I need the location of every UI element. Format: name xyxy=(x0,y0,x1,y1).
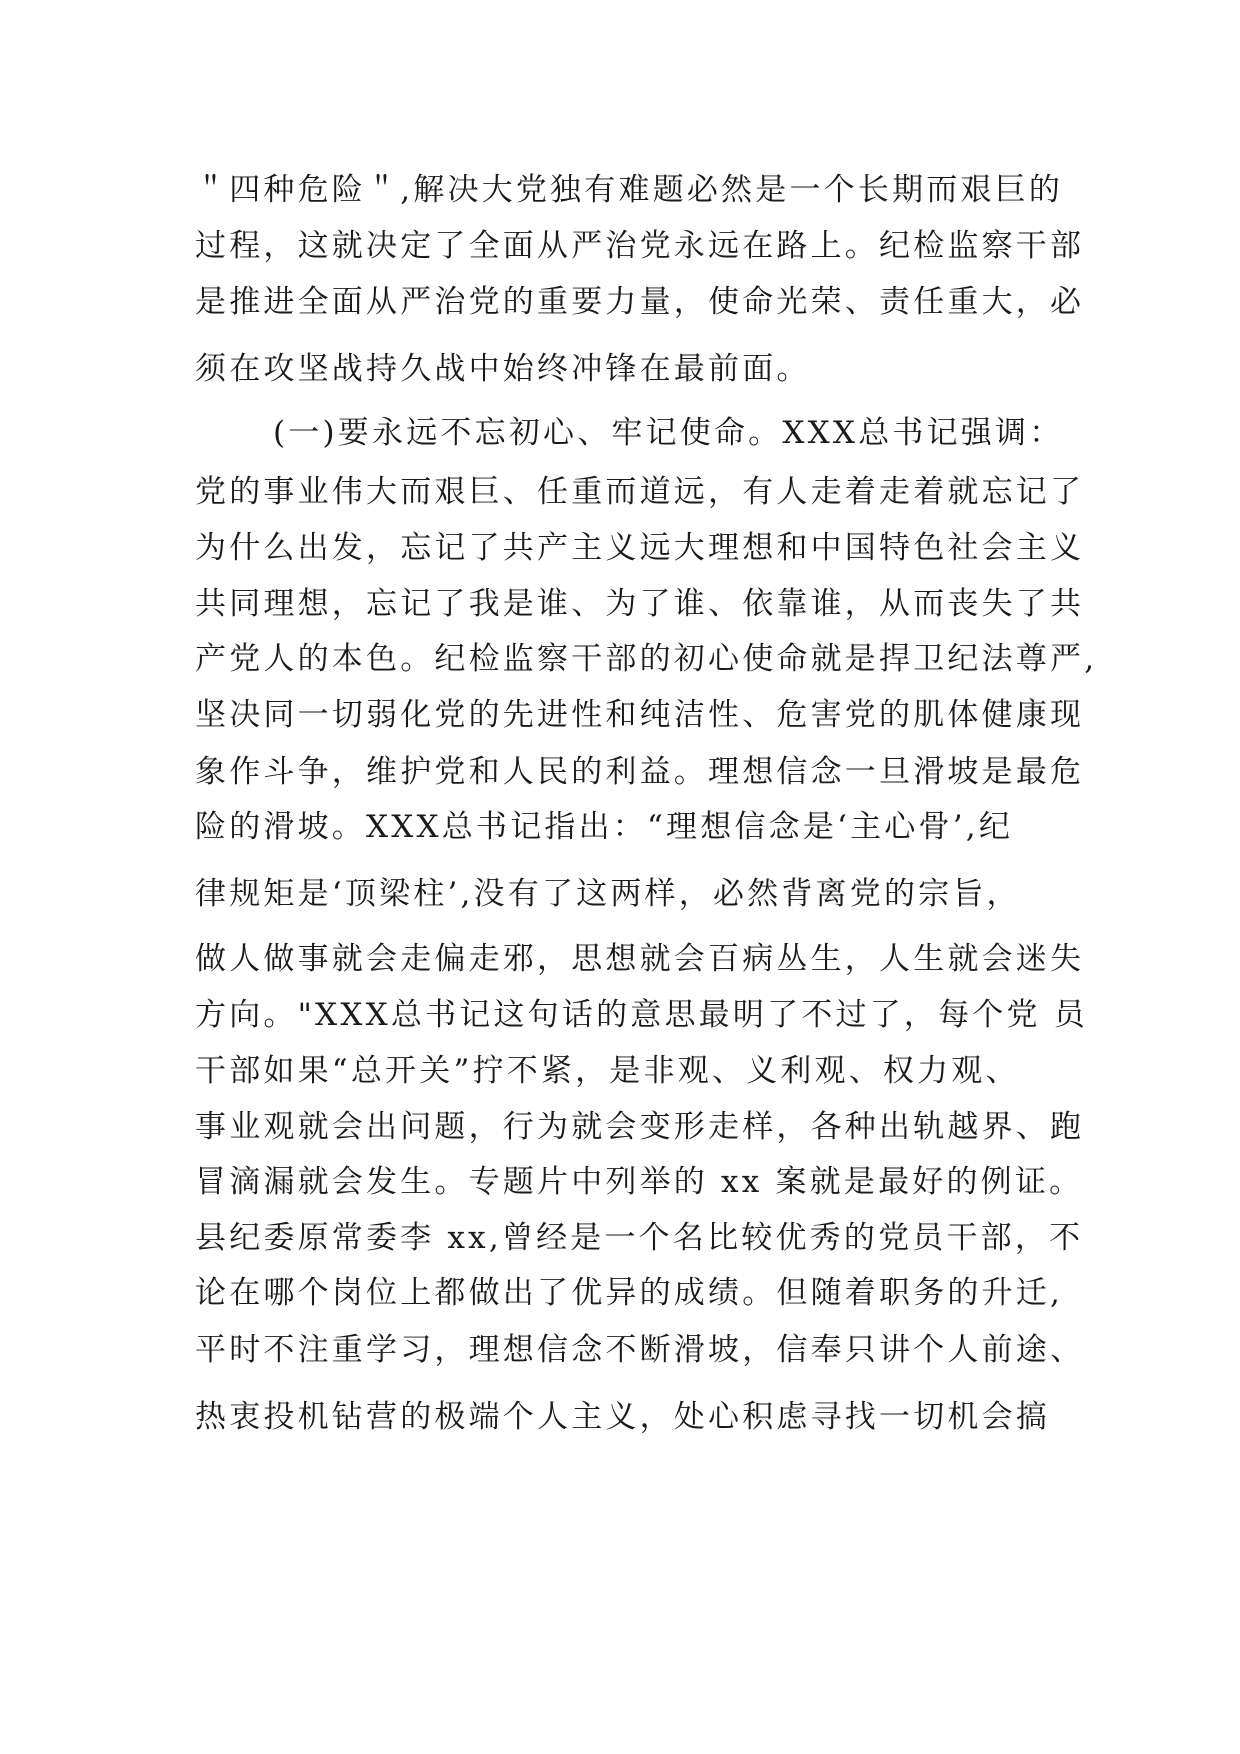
text-line-21: 平时不注重学习，理想信念不断滑坡，信奉只讲个人前途、 xyxy=(195,1332,1085,1368)
text-line-13: 律规矩是‘顶梁柱’,没有了这两样，必然背离党的宗旨， xyxy=(195,876,1021,912)
text-line-17: 事业观就会出问题，行为就会变形走样，各种出轨越界、跑 xyxy=(195,1109,1085,1145)
text-line-3: 是推进全面从严治党的重要力量，使命光荣、责任重大，必 xyxy=(195,284,1085,320)
text-line-8: 共同理想，忘记了我是谁、为了谁、依靠谁，从而丧失了共 xyxy=(195,586,1085,622)
text-line-22: 热衷投机钻营的极端个人主义，处心积虑寻找一切机会搞 xyxy=(195,1399,1050,1435)
text-line-11: 象作斗争，维护党和人民的利益。理想信念一旦滑坡是最危 xyxy=(195,754,1085,790)
text-line-7: 为什么出发，忘记了共产主义远大理想和中国特色社会主义 xyxy=(195,530,1085,566)
text-line-4: 须在攻坚战持久战中始终冲锋在最前面。 xyxy=(195,351,811,387)
text-line-1: ＂四种危险＂,解决大党独有难题必然是一个长期而艰巨的 xyxy=(195,172,1064,208)
text-line-6: 党的事业伟大而艰巨、任重而道远，有人走着走着就忘记了 xyxy=(195,474,1085,510)
text-line-10: 坚决同一切弱化党的先进性和纯洁性、危害党的肌体健康现 xyxy=(195,697,1085,733)
text-line-9: 产党人的本色。纪检监察干部的初心使命就是捍卫纪法尊严, xyxy=(195,641,1098,677)
text-line-16: 干部如果“总开关”拧不紧，是非观、义利观、权力观、 xyxy=(195,1053,1020,1089)
text-line-15: 方向。"XXX总书记这句话的意思最明了不过了，每个党 员 xyxy=(195,997,1088,1033)
text-line-20: 论在哪个岗位上都做出了优异的成绩。但随着职务的升迁, xyxy=(195,1275,1064,1311)
text-line-12: 险的滑坡。XXX总书记指出：“理想信念是‘主心骨’,纪 xyxy=(195,809,1014,845)
section-heading-line: (一)要永远不忘初心、牢记使命。XXX总书记强调： xyxy=(273,415,1064,451)
text-line-2: 过程，这就决定了全面从严治党永远在路上。纪检监察干部 xyxy=(195,228,1085,264)
text-line-14: 做人做事就会走偏走邪，思想就会百病丛生，人生就会迷失 xyxy=(195,941,1085,977)
text-line-19: 县纪委原常委李 xx,曾经是一个名比较优秀的党员干部，不 xyxy=(195,1220,1084,1256)
text-line-18: 冒滴漏就会发生。专题片中列举的 xx 案就是最好的例证。 xyxy=(195,1164,1084,1200)
